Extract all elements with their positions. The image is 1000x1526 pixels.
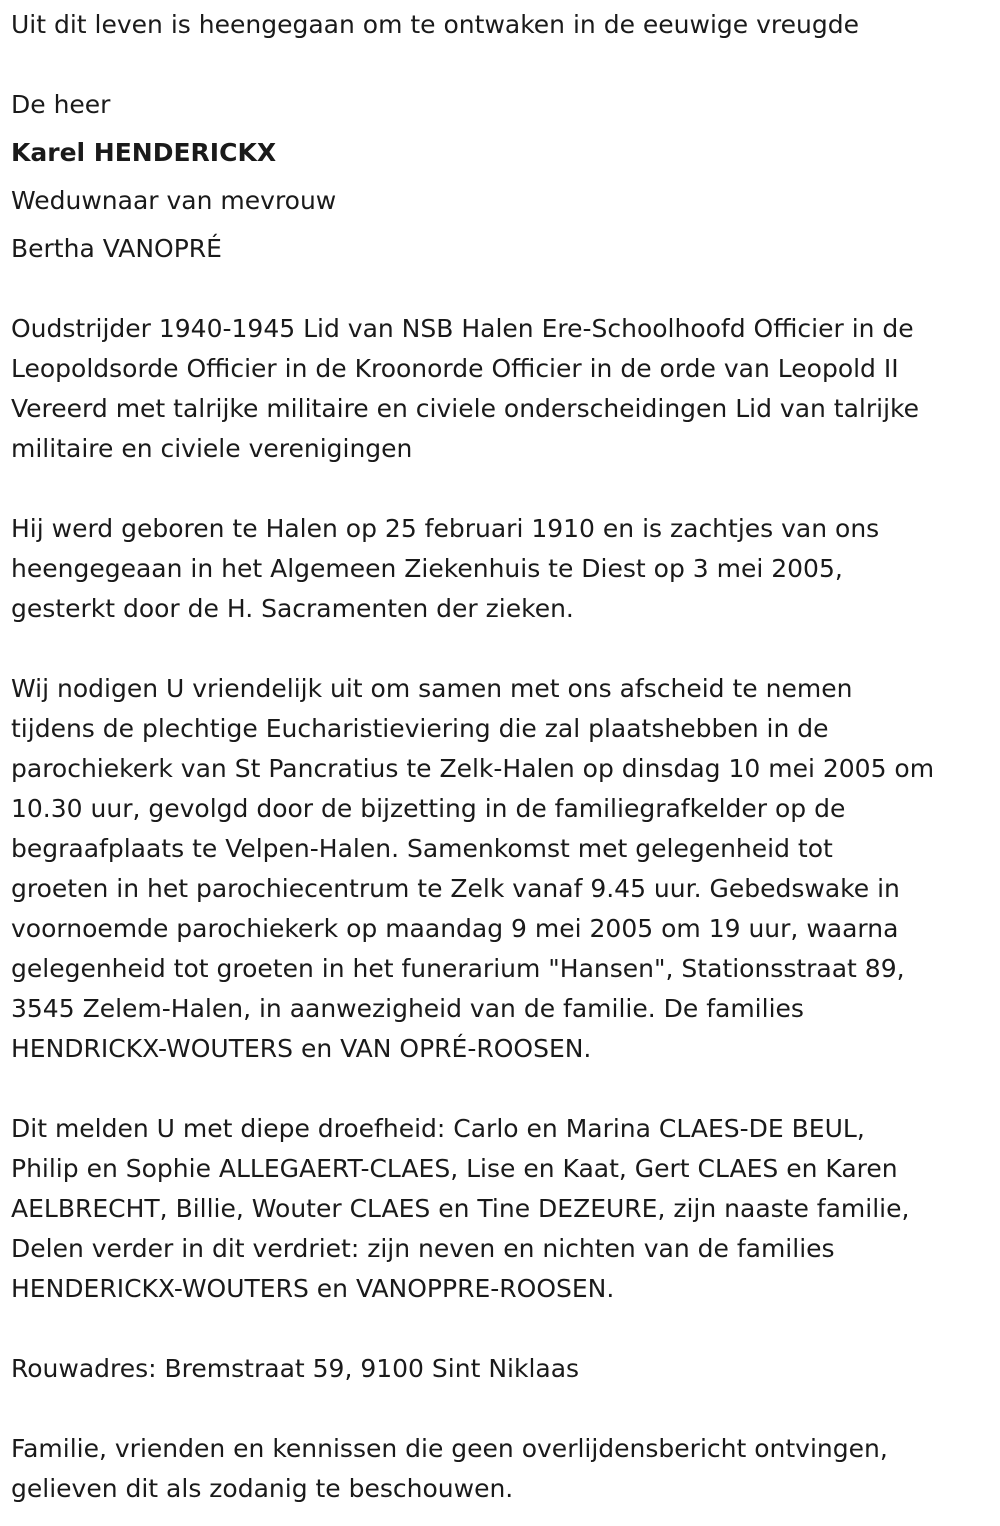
widower-line: Weduwnaar van mevrouw <box>11 186 337 215</box>
deceased-name: Karel HENDERICKX <box>11 138 277 167</box>
spouse-name: Bertha VANOPRÉ <box>11 234 222 263</box>
salutation: De heer <box>11 90 111 119</box>
intro-line: Uit dit leven is heengegaan om te ontwaken in de eeuwige vreugde <box>11 10 859 39</box>
invitation-paragraph: Wij nodigen U vriendelijk uit om samen met ons afscheid te nemen tijdens de plechtige Eucharistieviering die zal plaatshebben in de parochiekerk van St Pancratius te Zelk-Halen op dinsdag 10 mei 2005 om 10.30 uur, gevolgd door de bijzetting in de familiegrafkelder op de begraafplaats te Velpen-Halen. Samenkomst met gelegenheid tot groeten in het parochiecentrum te Zelk vanaf 9.45 uur. Gebedswake in voornoemde parochiekerk op maandag 9 mei 2005 om 19 uur, waarna gelegenheid tot groeten in het funerarium "Hansen", Stationsstraat 89, 3545 Zelem-Halen, in aanwezigheid van de familie. De families HENDRICKX-WOUTERS en VAN OPRÉ-ROOSEN. <box>11 674 935 1063</box>
birth-death-paragraph: Hij werd geboren te Halen op 25 februari 1910 en is zachtjes van ons heengegeaan in het Algemeen Ziekenhuis te Diest op 3 mei 2005, gesterkt door de H. Sacramenten der zieken. <box>11 514 880 623</box>
closing-paragraph: Familie, vrienden en kennissen die geen overlijdensbericht ontvingen, gelieven dit als zodanig te beschouwen. <box>11 1434 888 1503</box>
titles-paragraph: Oudstrijder 1940-1945 Lid van NSB Halen Ere-Schoolhoofd Officier in de Leopoldsorde Officier in de Kroonorde Officier in de orde van Leopold II Vereerd met talrijke militaire en civiele onderscheidingen Lid van talrijke militaire en civiele verenigingen <box>11 314 920 463</box>
announcers-paragraph: Dit melden U met diepe droefheid: Carlo en Marina CLAES-DE BEUL, Philip en Sophie ALLEGAERT-CLAES, Lise en Kaat, Gert CLAES en Karen AELBRECHT, Billie, Wouter CLAES en Tine DEZEURE, zijn naaste familie, Delen verder in dit verdriet: zijn neven en nichten van de families HENDERICKX-WOUTERS en VANOPPRE-ROOSEN. <box>11 1114 910 1303</box>
address-line: Rouwadres: Bremstraat 59, 9100 Sint Niklaas <box>11 1354 580 1383</box>
